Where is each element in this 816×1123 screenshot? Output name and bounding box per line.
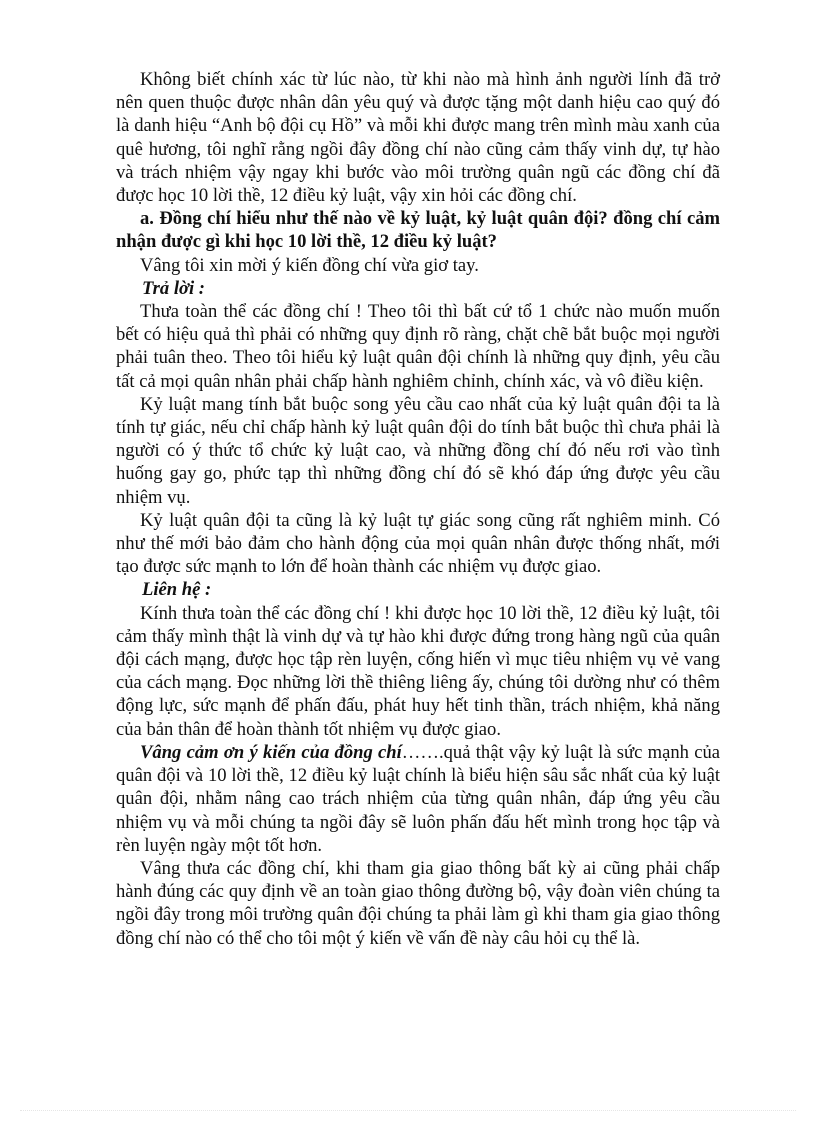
traffic-paragraph: Vâng thưa các đồng chí, khi tham gia giao thông bất kỳ ai cũng phải chấp hành đúng các quy định về an toàn giao thông đường bộ, vậy đoàn viên chúng ta ngồi đây trong môi trường quân đội chúng ta phải làm gì khi tham gia giao thông đồng chí nào có thể cho tôi một ý kiến về vấn đề này câu hỏi cụ thể là. — [116, 857, 720, 949]
thanks-text: …….quả thật vậy kỷ luật là sức mạnh của quân đội và 10 lời thề, 12 điều kỷ luật chính là biểu hiện sâu sắc nhất của kỷ luật quân đội, nhằm nâng cao trách nhiệm của từng quân nhân, đáp ứng yêu cầu nhiệm vụ và mỗi chúng ta ngồi đây sẽ luôn phấn đấu hết mình trong học tập và rèn luyện ngày một tốt hơn. — [116, 741, 720, 856]
page-bottom-divider — [20, 1110, 796, 1111]
question-a-heading: a. Đồng chí hiểu như thế nào về kỷ luật, kỷ luật quân đội? đồng chí cảm nhận được gì khi học 10 lời thề, 12 điều kỷ luật? — [116, 208, 720, 253]
intro-paragraph: Không biết chính xác từ lúc nào, từ khi nào mà hình ảnh người lính đã trở nên quen thuộc được nhân dân yêu quý và được tặng một danh hiệu cao quý đó là danh hiệu “Anh bộ đội cụ Hồ” và mỗi khi được mang trên mình màu xanh của quê hương, tôi nghĩ rằng ngồi đây đồng chí nào cũng cảm thấy vinh dự, tự hào và trách nhiệm vậy ngay khi bước vào môi trường quân ngũ các đồng chí đã được học 10 lời thề, 12 điều kỷ luật, vậy xin hỏi các đồng chí. — [116, 69, 720, 207]
answer-paragraph-1: Thưa toàn thể các đồng chí ! Theo tôi thì bất cứ tổ 1 chức nào muốn muốn bết có hiệu quả thì phải có những quy định rõ ràng, chặt chẽ bắt buộc mọi người phải tuân theo. Theo tôi hiểu kỷ luật quân đội chính là những quy định, yêu cầu tất cả mọi quân nhân phải chấp hành nghiêm chỉnh, chính xác, và vô điều kiện. — [116, 301, 720, 392]
answer-paragraph-3: Kỷ luật quân đội ta cũng là kỷ luật tự giác song cũng rất nghiêm minh. Có như thế mới bảo đảm cho hành động của mọi quân nhân được thống nhất, mới tạo được sức mạnh to lớn để hoàn thành các nhiệm vụ được giao. — [116, 509, 720, 578]
answer-label: Trả lời : — [142, 277, 205, 299]
contact-paragraph: Kính thưa toàn thể các đồng chí ! khi được học 10 lời thề, 12 điều kỷ luật, tôi cảm thấy mình thật là vinh dự và tự hào khi được đứng trong hàng ngũ của quân đội cách mạng, được học tập rèn luyện, cống hiến vì mục tiêu nhiệm vụ vẻ vang của cách mạng. Đọc những lời thề thiêng liêng ấy, chúng tôi dường như có thêm động lực, sức mạnh để phấn đấu, phát huy hết tinh thần, trách nhiệm, khả năng của bản thân để hoàn thành tốt nhiệm vụ được giao. — [116, 602, 720, 740]
invite-line: Vâng tôi xin mời ý kiến đồng chí vừa giơ tay. — [140, 254, 479, 276]
thanks-paragraph — [116, 741, 720, 857]
thanks-label: Vâng cảm ơn ý kiến của đồng chí — [140, 741, 402, 763]
document-body — [116, 68, 720, 950]
contact-label: Liên hệ : — [142, 579, 212, 601]
answer-paragraph-2: Kỷ luật mang tính bắt buộc song yêu cầu cao nhất của kỷ luật quân đội ta là tính tự giác, nếu chỉ chấp hành kỷ luật quân đội do tính bắt buộc thì chưa phải là người có ý thức tổ chức kỷ luật cao, và những đồng chí đó nếu rơi vào tình huống gay go, phức tạp thì những đồng chí đó sẽ khó đáp ứng được yêu cầu nhiệm vụ. — [116, 393, 720, 508]
